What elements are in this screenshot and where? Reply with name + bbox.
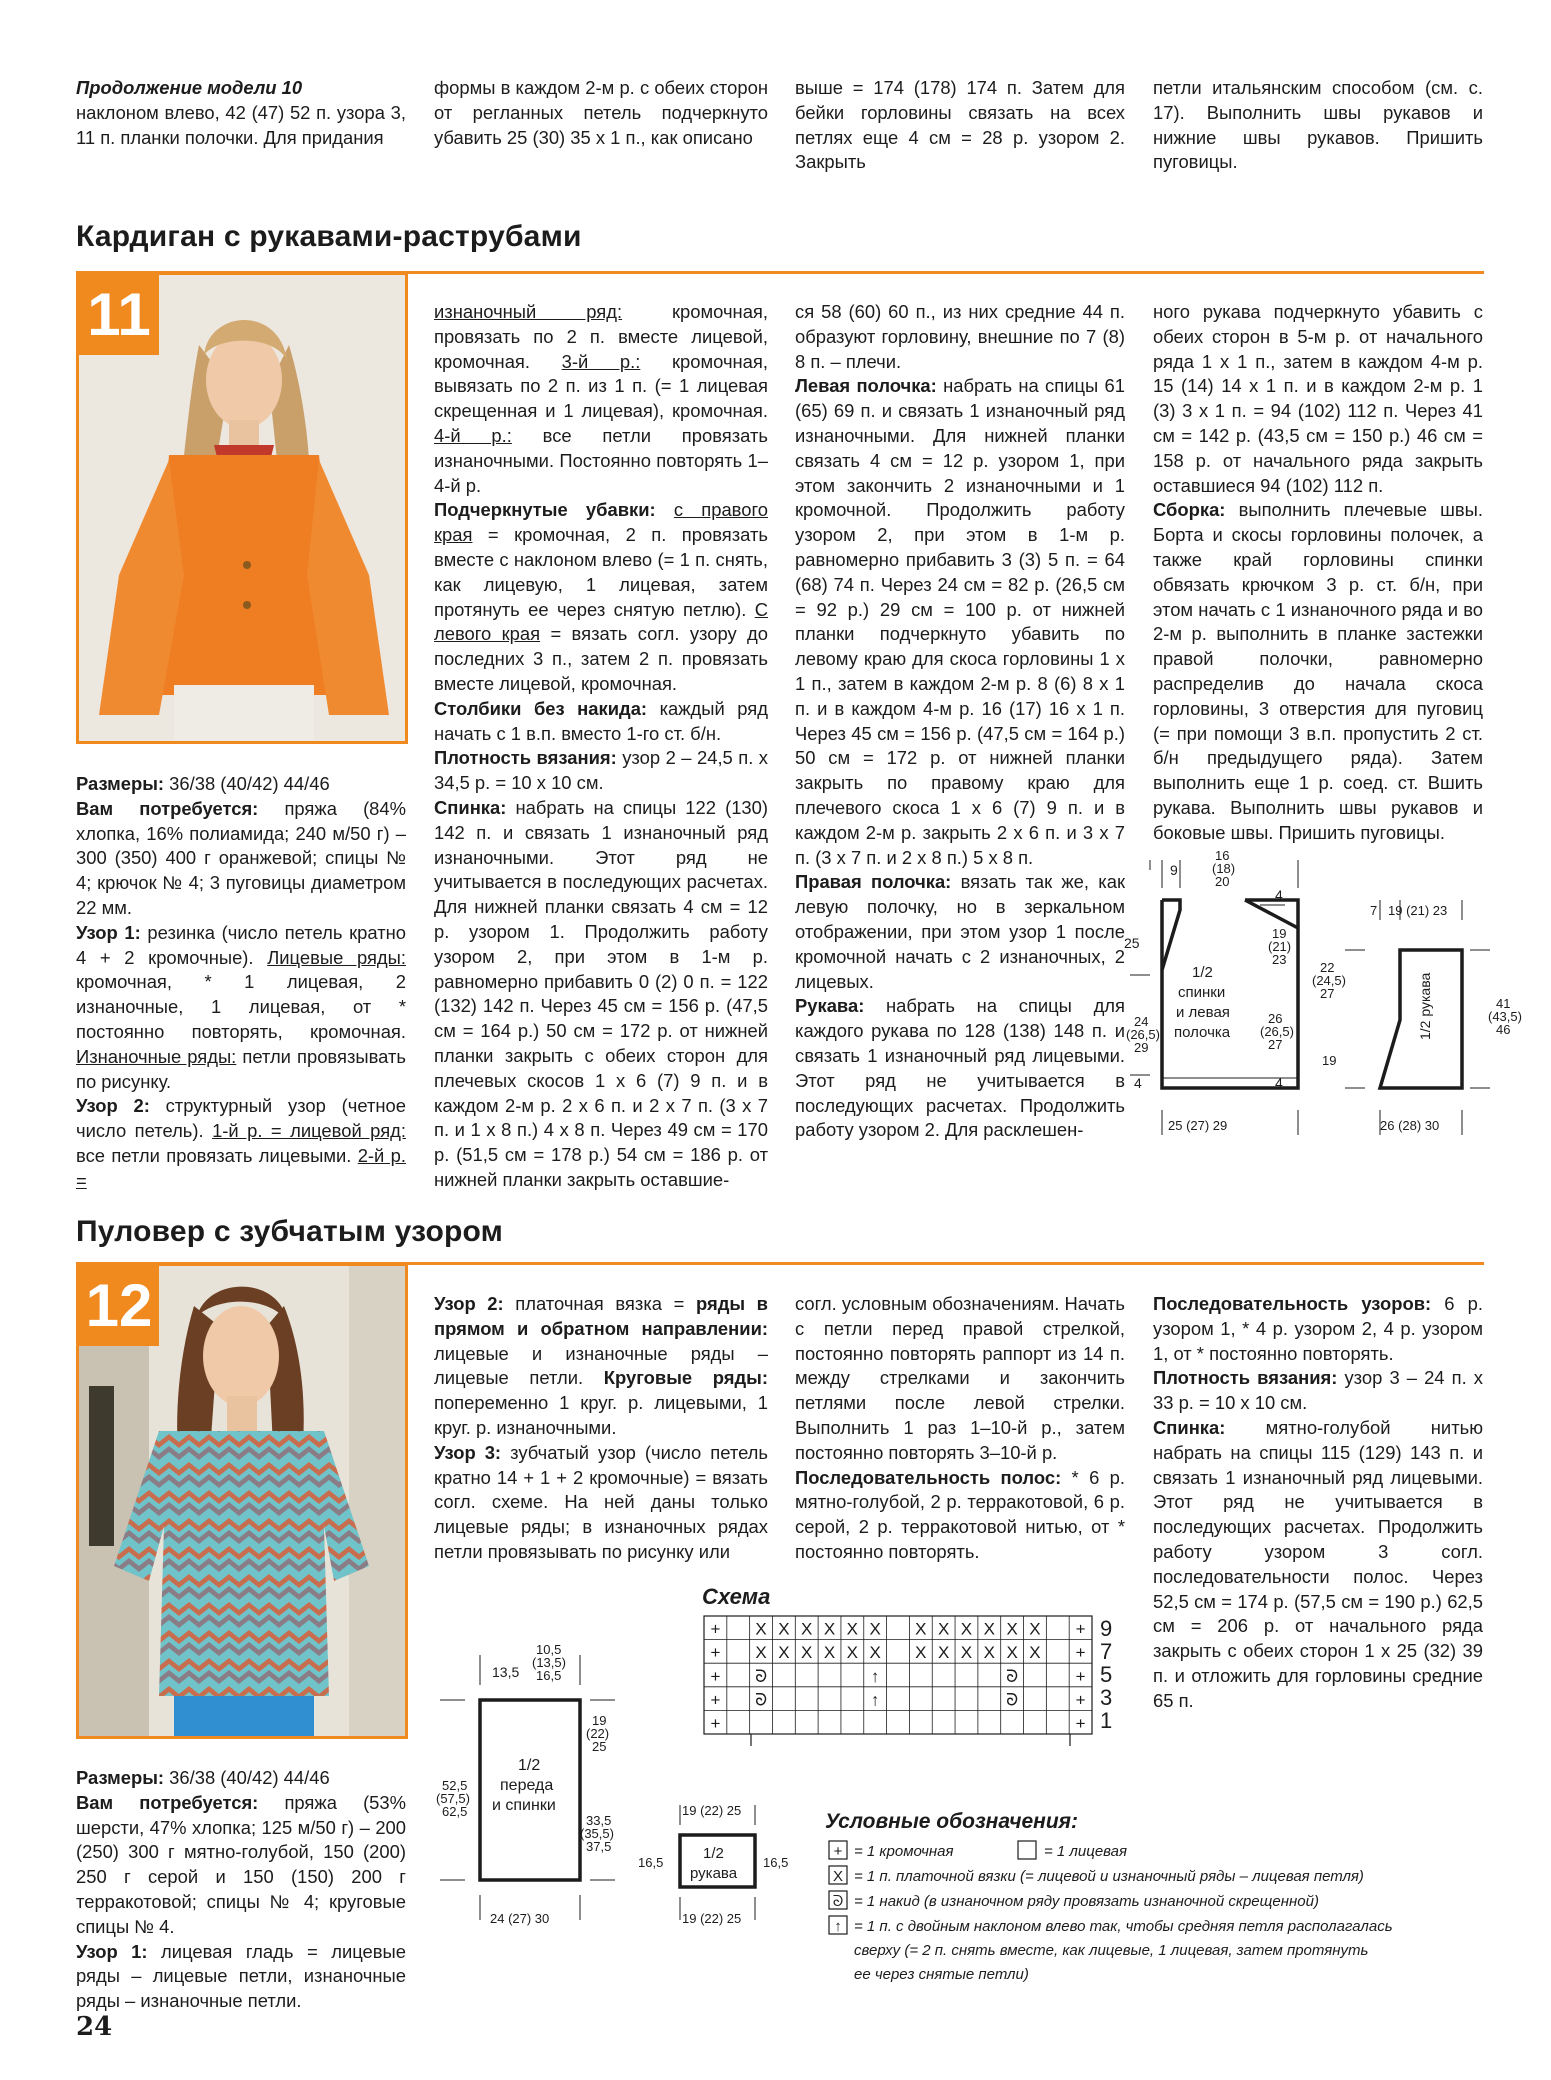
chart-symbol: X (846, 1643, 859, 1663)
svg-text:19 (22) 25: 19 (22) 25 (682, 1911, 742, 1926)
svg-text:41: 41 (1496, 996, 1511, 1011)
model12-col-4: Последовательность узоров: 6 р. узором 1, * 4 р. узором 2, 4 р. узором 1, от * постоянно повторять. Плотность вязания: узор 3 – 24 п. х 33 р. = 10 х 10 см. Спинка: мятно-голубой нитью набрать на спицы 115 (129) 143 п. и связать 1 изнаночный ряд лицевыми. Этот ряд не учитывается в последующих расчетах. Продолжить работу узором 3 согл. последовательности полос. Через 52,5 см = 174 р. (57,5 см = 190 р.) 62,5 см = 206 р. от начального ряда закрыть с обеих сторон 1 х 25 (32) 39 п. и отложить для горловины средние 65 п. (1153, 1293, 1483, 1711)
svg-text:16: 16 (1215, 848, 1230, 863)
chart-symbol: X (755, 1619, 767, 1639)
chart-symbol: X (960, 1619, 973, 1639)
svg-text:26: 26 (1268, 1011, 1283, 1026)
svg-text:16,5: 16,5 (536, 1668, 562, 1683)
svg-text:19: 19 (592, 1713, 607, 1728)
svg-text:= 1 п. с двойным наклоном влев: = 1 п. с двойным наклоном влево так, чтобы средняя петля располагалась (854, 1918, 1393, 1935)
continuation-text-1: наклоном влево, 42 (47) 52 п. узора 3, 11 п. планки полочки. Для придания (76, 101, 406, 148)
svg-text:16,5: 16,5 (638, 1855, 664, 1870)
chart-symbol: X (915, 1619, 927, 1639)
model12-col-2: Узор 2: платочная вязка = ряды в прямом и обратном направлении: лицевые и изнаночные ряды – лицевые петли. Круговые ряды: попеременно 1 круг. р. лицевыми, 1 круг. р. изнаночными. Узор 3: зубчатый узор (число петель кратно 14 + 1 + 2 кромочные) = вязать согл. схеме. На ней даны только лицевые ряды; в изнаночных рядах петли провязывать по рисунку или (434, 1293, 769, 1562)
chart-symbol: + (710, 1666, 721, 1686)
svg-text:20: 20 (1215, 874, 1230, 889)
svg-text:26 (28) 30: 26 (28) 30 (1380, 1118, 1440, 1133)
svg-text:и левая: и левая (1176, 1004, 1230, 1021)
continuation-text-3: выше = 174 (178) 174 п. Затем для бейки горловины связать на всех петлях еще 4 см = 28 р. узором 2. Закрыть (795, 77, 1125, 173)
svg-text:19: 19 (1322, 1053, 1337, 1068)
continuation-col-4 (1153, 76, 1483, 175)
svg-text:23: 23 (1272, 952, 1287, 967)
model12-title: Пуловер с зубчатым узором (76, 1215, 504, 1248)
svg-text:(43,5): (43,5) (1488, 1009, 1522, 1024)
svg-text:1/2: 1/2 (703, 1845, 724, 1862)
svg-text:= 1 кромочная: = 1 кромочная (854, 1843, 954, 1860)
chart-symbol: X (869, 1643, 881, 1663)
model12-col-1: Размеры: 36/38 (40/42) 44/46 Вам потребуется: пряжа (53% шерсти, 47% хлопка; 125 м/50 г) – 200 (250) 300 г мятно-голубой, 150 (200) 250 г серой и 150 (150) 200 г терракотовой; спицы № 4; круговые спицы № 4. Узор 1: лицевая гладь = лицевые ряды – лицевые петли, изнаночные ряды – изнаночные петли. (76, 1767, 406, 2012)
svg-text:52,5: 52,5 (442, 1778, 468, 1793)
svg-text:33,5: 33,5 (586, 1813, 612, 1828)
svg-text:19 (22) 25: 19 (22) 25 (682, 1803, 742, 1818)
svg-text:7: 7 (1370, 903, 1378, 918)
chart-symbol: X (1006, 1643, 1018, 1663)
svg-text:13,5: 13,5 (492, 1664, 520, 1680)
chart-symbol: X (1029, 1619, 1041, 1639)
chart-symbol: X (1029, 1643, 1041, 1663)
svg-text:19: 19 (1272, 926, 1287, 941)
svg-text:9: 9 (1100, 1616, 1113, 1641)
chart-symbol: X (937, 1643, 950, 1663)
model12-schematic (430, 1640, 813, 1950)
chart-symbol: X (846, 1619, 859, 1639)
svg-text:25 (27) 29: 25 (27) 29 (1168, 1118, 1228, 1133)
model11-number-badge: 11 (79, 275, 159, 355)
svg-text:24 (27) 30: 24 (27) 30 (490, 1911, 550, 1926)
svg-text:3: 3 (1100, 1685, 1113, 1710)
chart-symbol: X (915, 1643, 927, 1663)
svg-text:рукава: рукава (690, 1865, 738, 1882)
chart-symbol: ↑ (870, 1690, 880, 1710)
continuation-col-1 (76, 76, 406, 150)
chart-symbol: X (1006, 1619, 1018, 1639)
svg-text:9: 9 (1170, 862, 1178, 878)
svg-text:46: 46 (1496, 1022, 1511, 1037)
continuation-text-4: петли итальянским способом (см. с. 17). Выполнить швы рукавов и нижние швы рукавов. Пришить пуговицы. (1153, 77, 1483, 173)
model11-col-3: ся 58 (60) 60 п., из них средние 44 п. образуют горловину, внешние по 7 (8) 8 п. – плечи. Левая полочка: набрать на спицы 61 (65) 69 п. и связать 1 изнаночный ряд изнаночными. Для нижней планки связать 4 см = 12 р. узором 1, при этом закончить 2 изнаночными и 1 кромочной. Продолжить работу узором 2, при этом в 1-м р. равномерно прибавить 3 (3) 5 п. = 64 (68) 74 п. Через 24 см = 82 р. (26,5 см = 92 р.) 29 см = 100 р. от нижней планки подчеркнуто убавить по левому краю для скоса горловины 1 х 1 п., затем в каждом 2-м р. 8 (6) 8 х 1 п. и в каждом 4-м р. 16 (17) 16 х 1 п. Через 45 см = 156 р. (47,5 см = 164 р.) 50 см = 172 р. от нижней планки закрыть по правому краю для плечевого скоса 1 х 6 (7) 9 п. и в каждом 2-м р. закрыть 2 х 6 п. и 3 х 7 п. (3 х 7 п. и 2 х 8 п.) 5 х 8 п. Правая полочка: вязать так же, как левую полочку, но в зеркальном отображении, при этом узор 1 после кромочной начать с 2 изнаночных, 2 лицевых. Рукава: набрать на спицы для каждого рукава по 128 (138) 148 п. и связать 1 изнаночный ряд лицевыми. Этот ряд не учитывается в последующих расчетах. Продолжить работу узором 2. Для расклешен- (795, 301, 1125, 1141)
svg-text:(22): (22) (586, 1726, 610, 1741)
svg-text:4: 4 (1275, 1075, 1283, 1091)
chart-legend (820, 1808, 1440, 1998)
chart-symbol: + (710, 1619, 721, 1639)
svg-text:ее через снятые петли): ее через снятые петли) (854, 1966, 1029, 1983)
chart-symbol: X (869, 1619, 881, 1639)
svg-text:(26,5): (26,5) (1260, 1024, 1294, 1039)
svg-text:27: 27 (1268, 1037, 1283, 1052)
chart-symbol: X (801, 1619, 813, 1639)
chart-symbol: + (710, 1643, 721, 1663)
model11-title: Кардиган с рукавами-раструбами (76, 220, 582, 253)
svg-text:↑: ↑ (834, 1918, 842, 1935)
svg-text:22: 22 (1320, 960, 1335, 975)
svg-text:1/2: 1/2 (1192, 964, 1213, 981)
svg-text:19 (21) 23: 19 (21) 23 (1388, 903, 1448, 918)
svg-text:(18): (18) (1212, 861, 1236, 876)
svg-text:4: 4 (1134, 1075, 1142, 1091)
svg-text:Условные обозначения:: Условные обозначения: (825, 1810, 1079, 1833)
svg-text:полочка: полочка (1174, 1024, 1231, 1041)
model11-col-4: ного рукава подчеркнуто убавить с обеих сторон в 5-м р. от начального ряда 1 х 1 п., затем в каждом 4-м р. 15 (14) 14 х 1 п. и в каждом 2-м р. 1 (3) 3 х 1 п. = 94 (102) 112 п. Через 41 см = 142 р. (43,5 см = 150 р.) 46 см = 158 р. от начального ряда закрыть оставшиеся 94 (102) 112 п. Сборка: выполнить плечевые швы. Борта и скосы горловины полочек, а также край горловины спинки обвязать крючком 3 р. ст. б/н, при этом начать с 1 изнаночного ряда и во 2-м р. выполнить в планке застежки правой полочки, равномерно распределив до начала скоса горловины, 3 отверстия для пуговиц (= при помощи 3 в.п. пропустить 2 ст. б/н предыдущего ряда). Затем выполнить еще 1 р. соед. ст. Вшить рукава. Выполнить швы рукавов и боковые швы. Пришить пуговицы. (1153, 301, 1483, 843)
svg-text:= 1 лицевая: = 1 лицевая (1044, 1843, 1128, 1860)
svg-text:(24,5): (24,5) (1312, 973, 1346, 988)
chart-symbol: X (937, 1619, 950, 1639)
model11-schematic (1110, 840, 1530, 1140)
svg-text:(35,5): (35,5) (580, 1826, 614, 1841)
continuation-text-2: формы в каждом 2-м р. с обеих сторон от регланных петель подчеркнуто убавить 25 (30) 35 х 1 п., как описано (434, 77, 768, 148)
chart-symbol: X (960, 1643, 973, 1663)
svg-text:сверху (= 2 п. снять вместе, к: сверху (= 2 п. снять вместе, как лицевые, 1 лицевая, затем протянуть (854, 1942, 1369, 1959)
chart-symbol: X (778, 1643, 790, 1663)
chart-symbol: + (1075, 1690, 1086, 1710)
chart-symbol: X (983, 1619, 995, 1639)
svg-text:10,5: 10,5 (536, 1642, 562, 1657)
chart-symbol: + (1075, 1666, 1086, 1686)
continuation-heading: Продолжение модели 10 (76, 77, 303, 98)
page-number: 24 (76, 2012, 113, 2042)
svg-text:= 1 п. платочной вязки (= лице: = 1 п. платочной вязки (= лицевой и изнаночный ряды – лицевая петля) (854, 1868, 1364, 1885)
model12-col-3: согл. условным обозначениям. Начать с петли перед правой стрелкой, постоянно повторять раппорт из 14 п. между стрелками и закончить петлями после левой стрелки. Выполнить 1 раз 1–10-й р., затем постоянно повторять 3–10-й р. Последовательность полос: * 6 р. мятно-голубой, 2 р. терракотовой, 6 р. серой, 2 р. терракотовой нитью, от * постоянно повторять. (795, 1293, 1125, 1562)
chart-symbol: X (778, 1619, 790, 1639)
svg-text:1/2 рукава: 1/2 рукава (1417, 972, 1433, 1040)
chart-symbol: + (1075, 1643, 1086, 1663)
svg-text:(21): (21) (1268, 939, 1292, 954)
chart-symbol: ↑ (870, 1666, 880, 1686)
svg-text:(57,5): (57,5) (436, 1791, 470, 1806)
svg-text:25: 25 (592, 1739, 607, 1754)
svg-text:переда: переда (500, 1777, 554, 1794)
svg-text:5: 5 (1100, 1662, 1113, 1687)
model12-number-badge: 12 (79, 1266, 159, 1346)
svg-text:1/2: 1/2 (518, 1757, 541, 1774)
svg-text:7: 7 (1100, 1639, 1113, 1664)
svg-text:25: 25 (1124, 935, 1140, 951)
chart-symbol: X (983, 1643, 995, 1663)
svg-text:37,5: 37,5 (586, 1839, 612, 1854)
svg-text:X: X (832, 1868, 844, 1885)
chart-symbol: X (801, 1643, 813, 1663)
svg-text:27: 27 (1320, 986, 1335, 1001)
svg-text:24: 24 (1134, 1014, 1149, 1029)
svg-text:4: 4 (1275, 887, 1283, 903)
chart-symbol: X (755, 1643, 767, 1663)
chart-symbol: + (1075, 1714, 1086, 1733)
svg-text:(26,5): (26,5) (1126, 1027, 1160, 1042)
chart-symbol: ᘐ (1006, 1690, 1019, 1710)
svg-text:= 1 накид (в изнаночном ряду п: = 1 накид (в изнаночном ряду провязать изнаночной скрещенной) (854, 1893, 1319, 1910)
svg-text:ᘐ: ᘐ (832, 1893, 844, 1910)
chart-symbol: X (823, 1619, 836, 1639)
chart-symbol: + (710, 1690, 721, 1710)
model11-col-2: изнаночный ряд: кромочная, провязать по 2 п. вместе лицевой, кромочная. 3-й р.: кромочная, вывязать по 2 п. из 1 п. (= 1 лицевая скрещенная и 1 лицевая), кромочная. 4-й р.: все петли провязать изнаночными. Постоянно повторять 1–4-й р. Подчеркнутые убавки: с правого края = кромочная, 2 п. провязать вместе с наклоном влево (= 1 п. снять, как лицевую, 1 лицевая, затем протянуть ее через снятую петлю). С левого края = вязать согл. узору до последних 3 п., затем 2 п. провязать вместе лицевой, кромочная. Столбики без накида: каждый ряд начать с 1 в.п. вместо 1-го ст. б/н. Плотность вязания: узор 2 – 24,5 п. х 34,5 р. = 10 х 10 см. Спинка: набрать на спицы 122 (130) 142 п. и связать 1 изнаночный ряд изнаночными. Этот ряд не учитывается в последующих расчетах. Для нижней планки связать 4 см = 12 р. узором 1. Продолжить работу узором 2, при этом в 1-м р. равномерно прибавить 0 (2) 0 п. = 122 (132) 142 п. Через 45 см = 156 р. (47,5 см = 164 р.) 50 см = 172 р. от нижней планки закрыть с обеих сторон для плечевых скосов 1 х 6 (7) 9 п. и в каждом 2-м р. 2 х 6 п. и 2 х 7 п. (3 х 7 п. и 1 х 8 п.) 4 х 8 п. Через 49 см = 170 р. (51,5 см = 178 р.) 54 см = 186 р. от нижней планки закрыть оставшие- (434, 301, 769, 1190)
svg-text:1: 1 (1100, 1708, 1113, 1733)
svg-text:спинки: спинки (1178, 984, 1226, 1001)
chart-symbol: ᘐ (755, 1690, 768, 1710)
svg-text:(13,5): (13,5) (532, 1655, 566, 1670)
continuation-col-3 (795, 76, 1125, 175)
chart-symbol: + (710, 1714, 721, 1733)
chart-symbol: + (1075, 1619, 1086, 1639)
svg-text:и спинки: и спинки (492, 1797, 556, 1814)
svg-text:62,5: 62,5 (442, 1804, 468, 1819)
model11-col-1: Размеры: 36/38 (40/42) 44/46 Вам потребуется: пряжа (84% хлопка, 16% полиамида; 240 м/50 г) – 300 (350) 400 г оранжевой; спицы № 4; крючок № 4; 3 пуговицы диаметром 22 мм. Узор 1: резинка (число петель кратно 4 + 2 кромочные). Лицевые ряды: кромочная, * 1 лицевая, 2 изнаночные, 1 лицевая, от * постоянно повторять, кромочная. Изнаночные ряды: петли провязывать по рисунку. Узор 2: структурный узор (четное число петель). 1-й р. = лицевой ряд: все петли провязать лицевыми. 2-й р. = (76, 773, 407, 1191)
svg-text:16,5: 16,5 (763, 1855, 789, 1870)
svg-text:Схема: Схема (702, 1586, 771, 1609)
chart-symbol: ᘐ (1006, 1666, 1019, 1686)
chart-symbol: X (823, 1643, 836, 1663)
svg-text:29: 29 (1134, 1040, 1149, 1055)
svg-text:+: + (833, 1843, 843, 1860)
chart-symbol: ᘐ (755, 1666, 768, 1686)
continuation-col-2 (434, 76, 768, 150)
